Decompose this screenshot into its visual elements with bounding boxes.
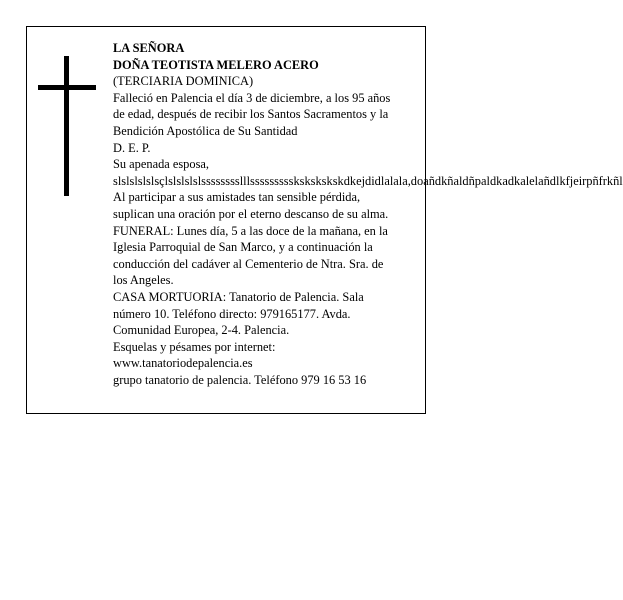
obituary-text (113, 40, 623, 388)
internet-line-1: Esquelas y pésames por internet: (113, 339, 276, 354)
death-line-1: Falleció en Palencia el día 3 de diciembre, a los 95 años (113, 90, 391, 105)
deceased-name: DOÑA TEOTISTA MELERO ACERO (113, 57, 319, 72)
rip-line: D. E. P. (113, 140, 151, 155)
death-line-2: de edad, después de recibir los Santos Sacramentos y la (113, 107, 389, 122)
mortuary-line-1: CASA MORTUORIA: Tanatorio de Palencia. Sala (113, 289, 364, 304)
funeral-line-4: los Angeles. (113, 273, 174, 288)
funeral-line-3: conducción del cadáver al Cementerio de Ntra. Sra. de (113, 256, 384, 271)
footer-contact: grupo tanatorio de palencia. Teléfono 979 16 53 16 (113, 372, 367, 387)
thanks-line-1: Al participar a sus amistades tan sensible pérdida, (113, 190, 361, 205)
notice-heading: LA SEÑORA (113, 41, 185, 55)
mortuary-line-2: número 10. Teléfono directo: 979165177. Avda. (113, 306, 351, 321)
thanks-line-2: suplican una oración por el eterno descanso de su alma. (113, 206, 389, 221)
family-line-2: slslslslslsçlslslslslsssssssslllssssssssskskskskskdkejdidlalala,doañdkñaldñpaldkadkalelañdlkfjeirpñfrkñl (113, 173, 623, 188)
funeral-line-2: Iglesia Parroquial de San Marco, y a continuación la (113, 240, 373, 255)
death-line-3: Bendición Apostólica de Su Santidad (113, 123, 298, 138)
family-line-1: Su apenada esposa, (113, 157, 209, 172)
funeral-line-1: FUNERAL: Lunes día, 5 a las doce de la mañana, en la (113, 223, 388, 238)
mortuary-line-3: Comunidad Europea, 2-4. Palencia. (113, 323, 290, 338)
cross-icon-bar (38, 85, 96, 90)
cross-icon (64, 56, 69, 196)
affiliation: (TERCIARIA DOMINICA) (113, 74, 254, 89)
website-link: www.tanatoriodepalencia.es (113, 356, 253, 371)
